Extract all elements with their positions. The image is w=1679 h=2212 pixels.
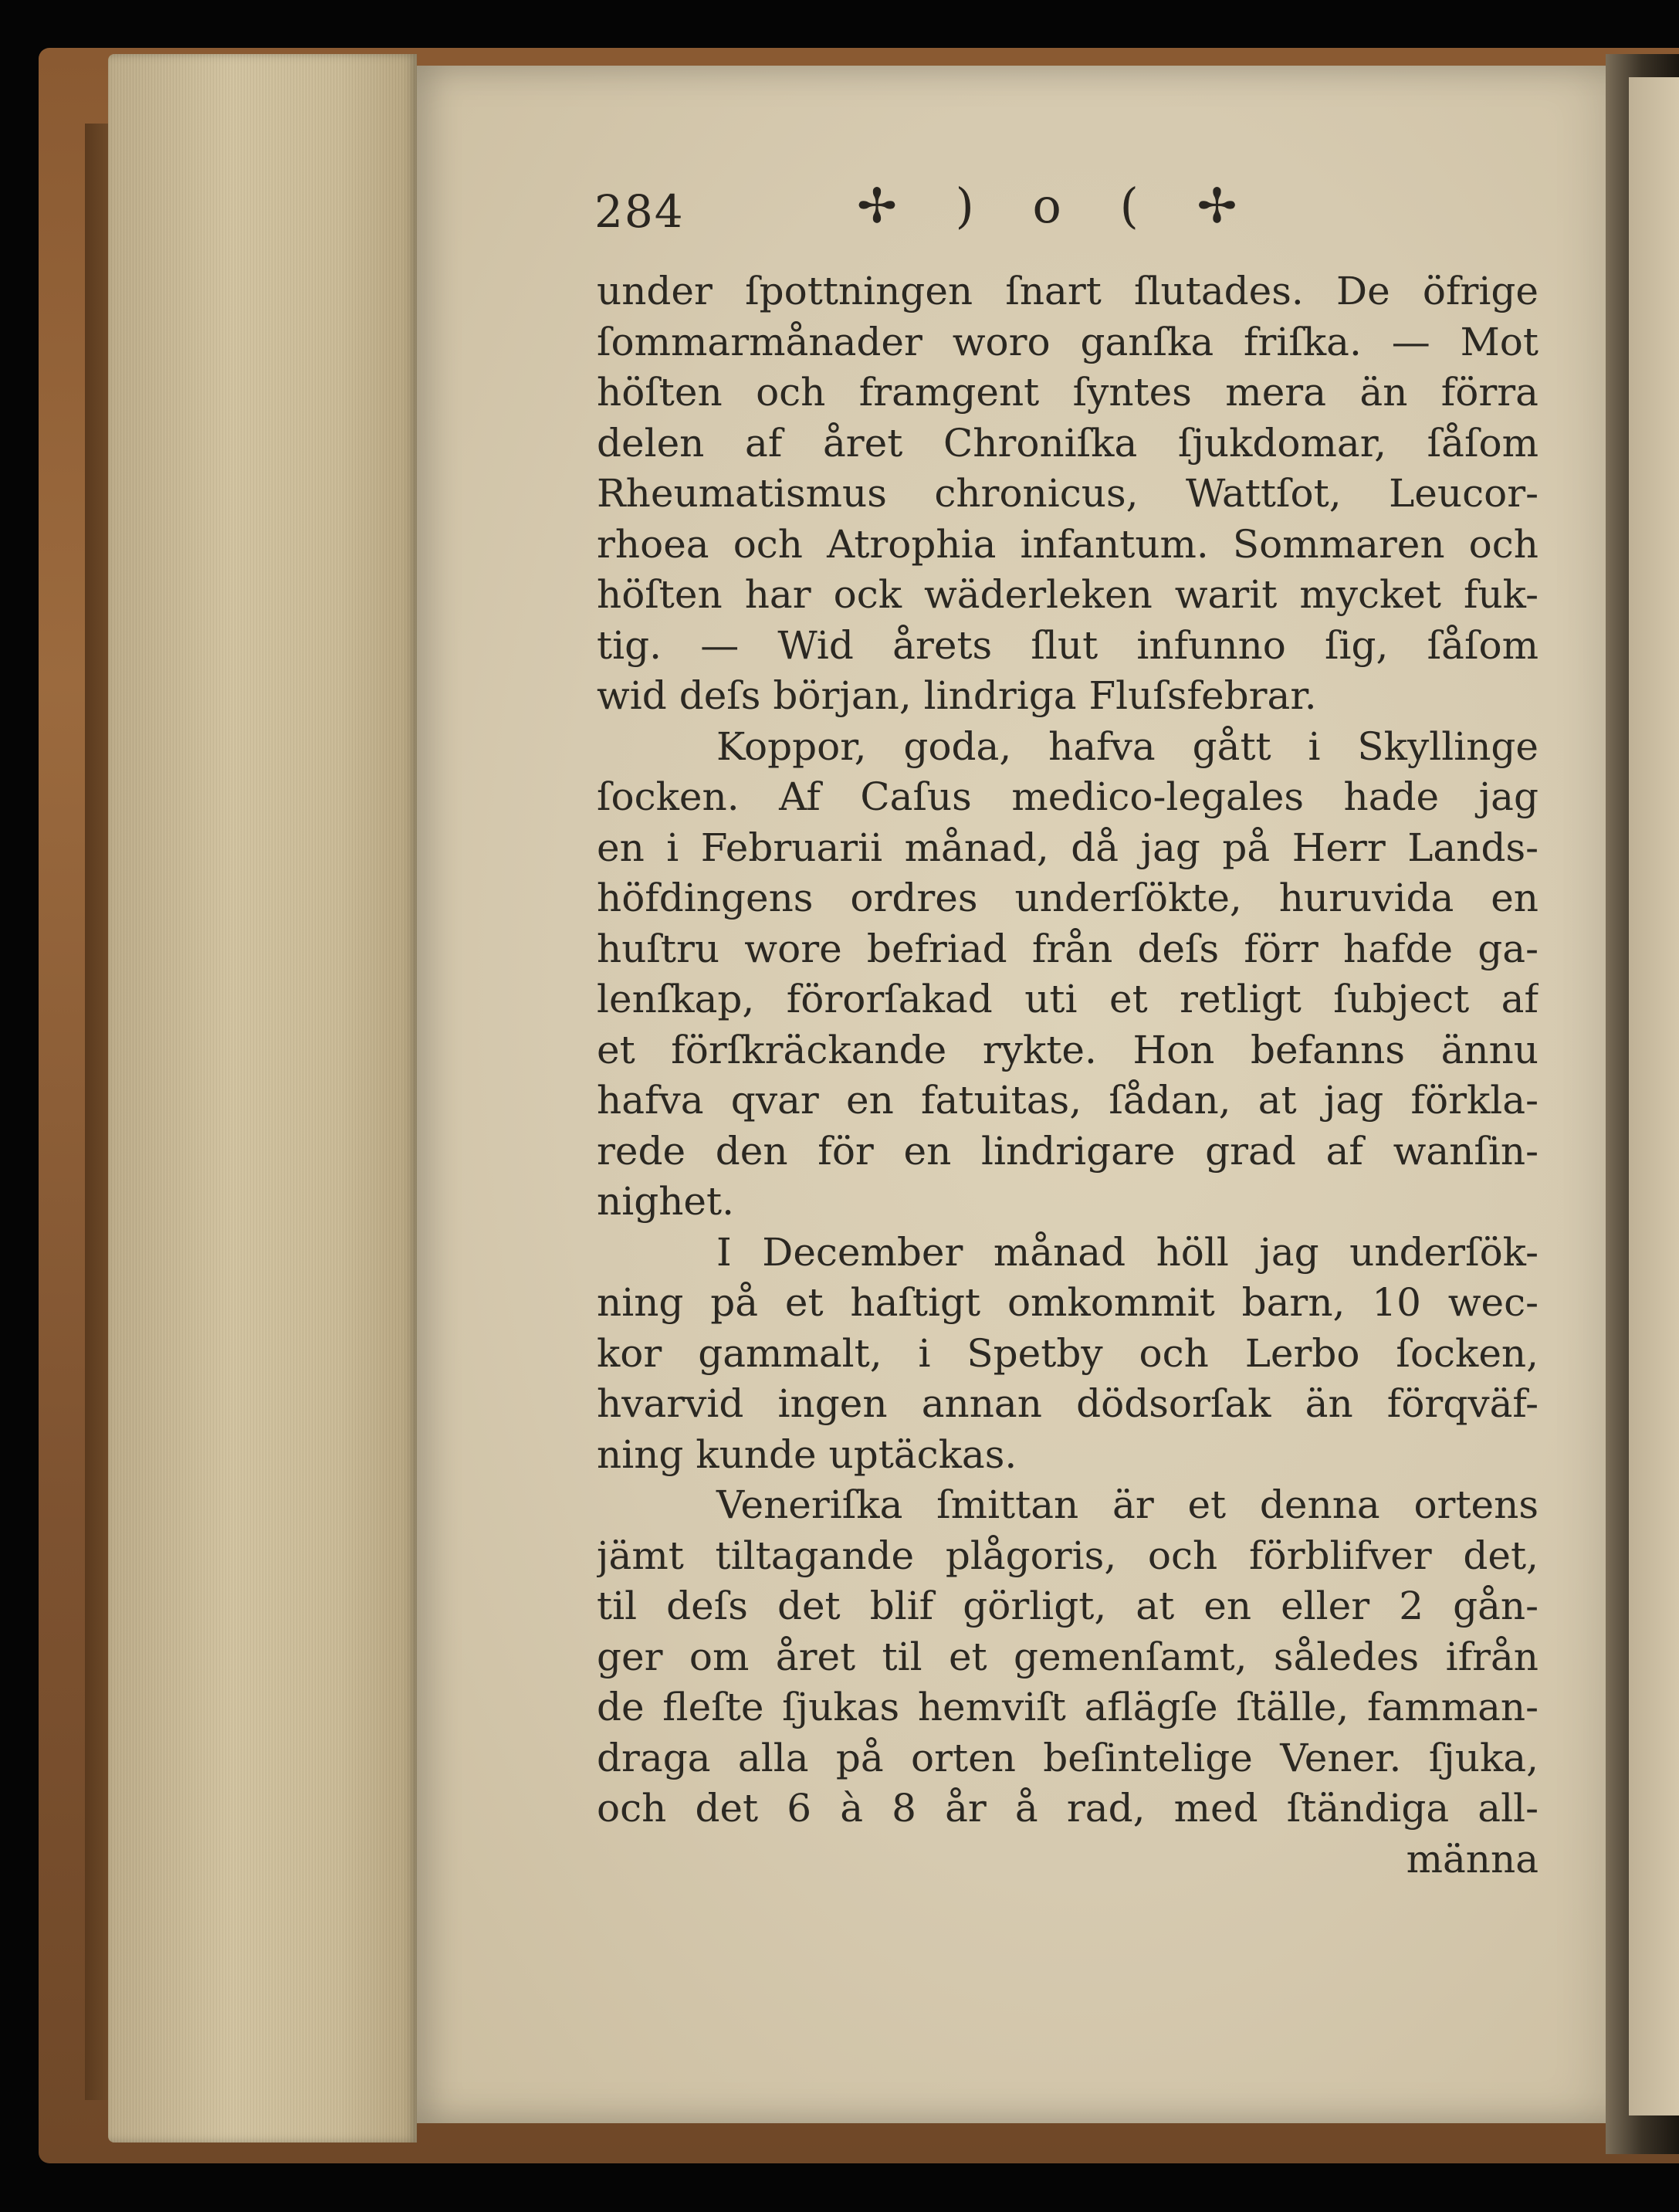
text-line: til deſs det blif görligt, at en eller 2 gån- (597, 1584, 1539, 1628)
text-line: rede den för en lindrigare grad af wanſin- (597, 1128, 1539, 1174)
text-line: huſtru wore befriad från deſs förr hafde ga- (597, 926, 1539, 971)
running-header (594, 178, 1544, 247)
text-line: wid deſs början, lindriga Fluſsfebrar. (597, 673, 1317, 718)
text-line: höfdingens ordres underſökte, huruvida en (597, 876, 1539, 920)
text-line: draga alla på orten beſintelige Vener. ſjuka, (597, 1735, 1539, 1780)
text-line: ger om året til et gemenſamt, således ifrån (597, 1634, 1539, 1679)
text-line: Veneriſka ſmittan är et denna ortens (716, 1482, 1539, 1527)
text-line: jämt tiltagande plågoris, och förblifver det, (597, 1533, 1539, 1578)
text-line: höſten har ock wäderleken warit mycket fuk- (597, 572, 1539, 617)
page-edges (108, 54, 417, 2143)
text-line: Rheumatismus chronicus, Wattſot, Leucor- (597, 471, 1539, 516)
text-line: ſocken. Af Caſus medico-legales hade jag (597, 774, 1539, 819)
text-line: hafva qvar en fatuitas, ſådan, at jag förkla- (597, 1078, 1539, 1123)
text-line: en i Februarii månad, då jag på Herr Lands- (597, 825, 1539, 870)
text-line: under ſpottningen ſnart ſlutades. De öfrige (597, 269, 1539, 313)
text-line: kor gammalt, i Spetby och Lerbo ſocken, (597, 1330, 1539, 1376)
text-line: Koppor, goda, hafva gått i Skyllinge (716, 723, 1539, 769)
text-line: et förſkräckande rykte. Hon befanns ännu (597, 1027, 1539, 1072)
text-line: ning på et haſtigt omkommit barn, 10 wec- (597, 1280, 1539, 1325)
text-line: de fleſte ſjukas hemviſt aflägſe ſtälle, famman- (597, 1685, 1539, 1729)
text-line: rhoea och Atrophia infantum. Sommaren och (597, 521, 1539, 567)
text-line: I December månad höll jag underſök- (716, 1229, 1539, 1275)
text-line: delen af året Chroniſka ſjukdomar, ſåſom (597, 420, 1539, 466)
text-line: ſommarmånader woro ganſka friſka. — Mot (597, 319, 1539, 364)
facing-page-edge (1629, 77, 1679, 2115)
text-line: hvarvid ingen annan dödsorſak än förqväf- (597, 1381, 1539, 1426)
catchword: männa (1406, 1836, 1539, 1882)
text-line: och det 6 à 8 år å rad, med ſtändiga all- (597, 1786, 1539, 1831)
text-line: höſten och framgent ſyntes mera än förra (597, 370, 1539, 415)
text-line: tig. — Wid årets ſlut infunno ſig, ſåſom (597, 622, 1539, 668)
header-ornament: ✢ ) o ( ✢ (857, 178, 1259, 234)
text-line: nighet. (597, 1179, 734, 1224)
body-text (597, 266, 1539, 1885)
text-line: lenſkap, förorſakad uti et retligt ſubject af (597, 977, 1539, 1021)
text-line: ning kunde uptäckas. (597, 1431, 1017, 1477)
page-number: 284 (594, 185, 685, 238)
